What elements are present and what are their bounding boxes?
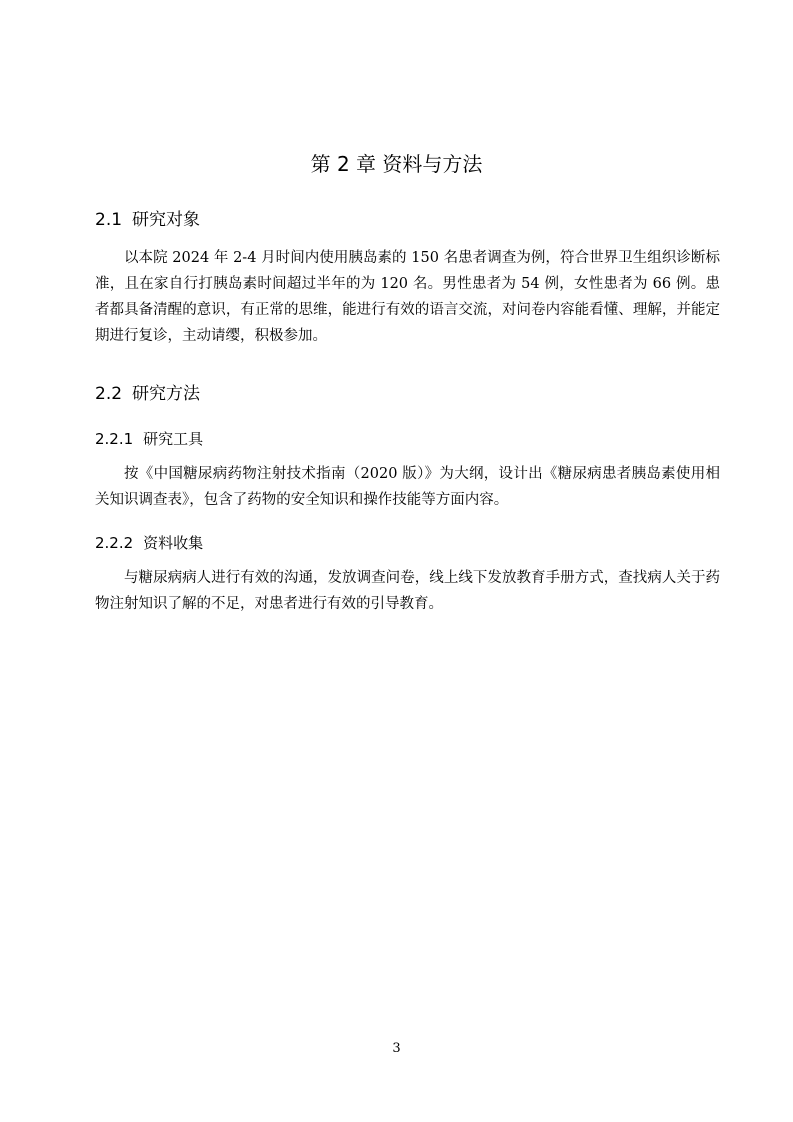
body-paragraph: 按《中国糖尿病药物注射技术指南（2020 版）》为大纲，设计出《糖尿病患者胰岛素使用相关知识调查表》，包含了药物的安全知识和操作技能等方面内容。 — [95, 466, 720, 508]
subsection-2-2-1 — [95, 428, 720, 450]
subsection-number: 2.2.1 — [95, 430, 134, 448]
body-paragraph: 与糖尿病病人进行有效的沟通，发放调查问卷，线上线下发放教育手册方式，查找病人关于药物注射知识了解的不足，对患者进行有效的引导教育。 — [95, 570, 720, 612]
subsection-heading — [95, 532, 720, 554]
subsection-2-2-2 — [95, 532, 720, 554]
section-title: 研究方法 — [132, 384, 201, 404]
subsection-2-2-1-body — [95, 461, 720, 513]
subsection-title: 资料收集 — [143, 534, 204, 552]
section-title: 研究对象 — [132, 210, 201, 230]
section-2-2 — [95, 382, 720, 406]
page-number: 3 — [392, 1041, 401, 1056]
section-2-1 — [95, 208, 720, 232]
section-number: 2.2 — [95, 384, 123, 404]
section-number: 2.1 — [95, 210, 123, 230]
section-heading — [95, 382, 720, 406]
subsection-title: 研究工具 — [143, 430, 204, 448]
body-paragraph: 以本院 2024 年 2-4 月时间内使用胰岛素的 150 名患者调查为例，符合世界卫生组织诊断标准，且在家自行打胰岛素时间超过半年的为 120 名。男性患者为 54 例，女性患者为 66 例。患者都具备清醒的意识，有正常的思维，能进行有效的语言交流，对问卷内容能看懂、理解，并能定期进行复诊，主动请缨，积极参加。 — [95, 250, 720, 344]
subsection-number: 2.2.2 — [95, 534, 134, 552]
chapter-title: 第 2 章 资料与方法 — [310, 152, 483, 176]
section-2-1-body — [95, 245, 720, 349]
subsection-heading — [95, 428, 720, 450]
section-heading — [95, 208, 720, 232]
subsection-2-2-2-body — [95, 565, 720, 617]
